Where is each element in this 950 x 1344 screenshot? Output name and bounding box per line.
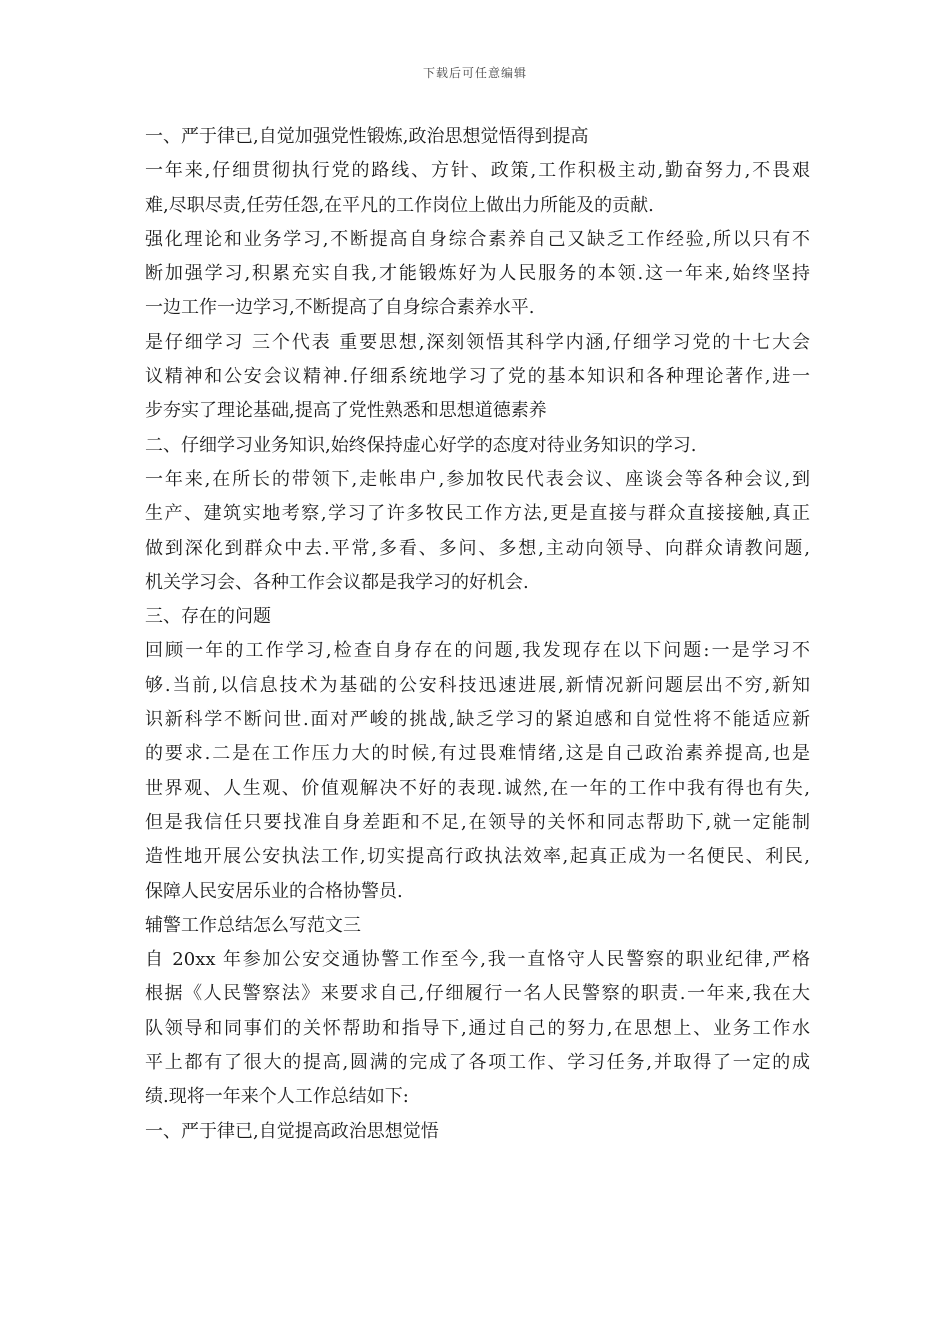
paragraph-line: 一年来,仔细贯彻执行党的路线、方针、政策,工作积极主动,勤奋努力,不畏艰 [145,160,810,182]
section-heading: 三、存在的问题 [145,606,271,628]
document-body [145,120,810,1149]
paragraph-line: 绩.现将一年来个人工作总结如下: [145,1086,409,1108]
paragraph-line: 做到深化到群众中去.平常,多看、多问、多想,主动向领导、向群众请教问题, [145,537,810,559]
section-heading: 二、仔细学习业务知识,始终保持虚心好学的态度对待业务知识的学习. [145,434,697,456]
paragraph-line: 一边工作一边学习,不断提高了自身综合素养水平. [145,297,535,319]
paragraph-line: 难,尽职尽责,任劳任怨,在平凡的工作岗位上做出力所能及的贡献. [145,194,654,216]
paragraph-line: 但是我信任只要找准自身差距和不足,在领导的关怀和同志帮助下,就一定能制 [145,811,810,833]
paragraph-line: 队领导和同事们的关怀帮助和指导下,通过自己的努力,在思想上、业务工作水 [145,1017,810,1039]
paragraph-line: 回顾一年的工作学习,检查自身存在的问题,我发现存在以下问题:一是学习不 [145,640,810,662]
paragraph-line: 自 20xx 年参加公安交通协警工作至今,我一直恪守人民警察的职业纪律,严格 [145,949,810,971]
paragraph-line: 够.当前,以信息技术为基础的公安科技迅速进展,新情况新问题层出不穷,新知 [145,674,810,696]
paragraph-line: 世界观、人生观、价值观解决不好的表现.诚然,在一年的工作中我有得也有失, [145,777,810,799]
paragraph-line: 议精神和公安会议精神.仔细系统地学习了党的基本知识和各种理论著作,进一 [145,366,810,388]
page-header-note: 下载后可任意编辑 [422,66,527,80]
section-heading: 辅警工作总结怎么写范文三 [145,914,361,936]
section-heading: 一、严于律已,自觉加强党性锻炼,政治思想觉悟得到提高 [145,126,589,147]
paragraph-line: 强化理论和业务学习,不断提高自身综合素养自己又缺乏工作经验,所以只有不 [145,228,810,250]
paragraph-line: 是仔细学习 三个代表 重要思想,深刻领悟其科学内涵,仔细学习党的十七大会 [145,331,810,353]
paragraph-line: 机关学习会、各种工作会议都是我学习的好机会. [145,571,529,593]
paragraph-line: 根据《人民警察法》来要求自己,仔细履行一名人民警察的职责.一年来,我在大 [145,983,810,1005]
paragraph-line: 生产、建筑实地考察,学习了许多牧民工作方法,更是直接与群众直接接触,真正 [145,503,810,525]
paragraph-line: 的要求.二是在工作压力大的时候,有过畏难情绪,这是自己政治素养提高,也是 [145,743,810,765]
paragraph-line: 识新科学不断问世.面对严峻的挑战,缺乏学习的紧迫感和自觉性将不能适应新 [145,709,810,731]
paragraph-line: 断加强学习,积累充实自我,才能锻炼好为人民服务的本领.这一年来,始终坚持 [145,263,810,285]
paragraph-line: 步夯实了理论基础,提高了党性熟悉和思想道德素养 [145,400,547,422]
paragraph-line: 一年来,在所长的带领下,走帐串户,参加牧民代表会议、座谈会等各种会议,到 [145,468,810,490]
paragraph-line: 造性地开展公安执法工作,切实提高行政执法效率,起真正成为一名便民、利民, [145,846,810,868]
paragraph-line: 保障人民安居乐业的合格协警员. [145,880,403,902]
paragraph-line: 平上都有了很大的提高,圆满的完成了各项工作、学习任务,并取得了一定的成 [145,1052,810,1074]
section-heading: 一、严于律已,自觉提高政治思想觉悟 [145,1120,439,1142]
